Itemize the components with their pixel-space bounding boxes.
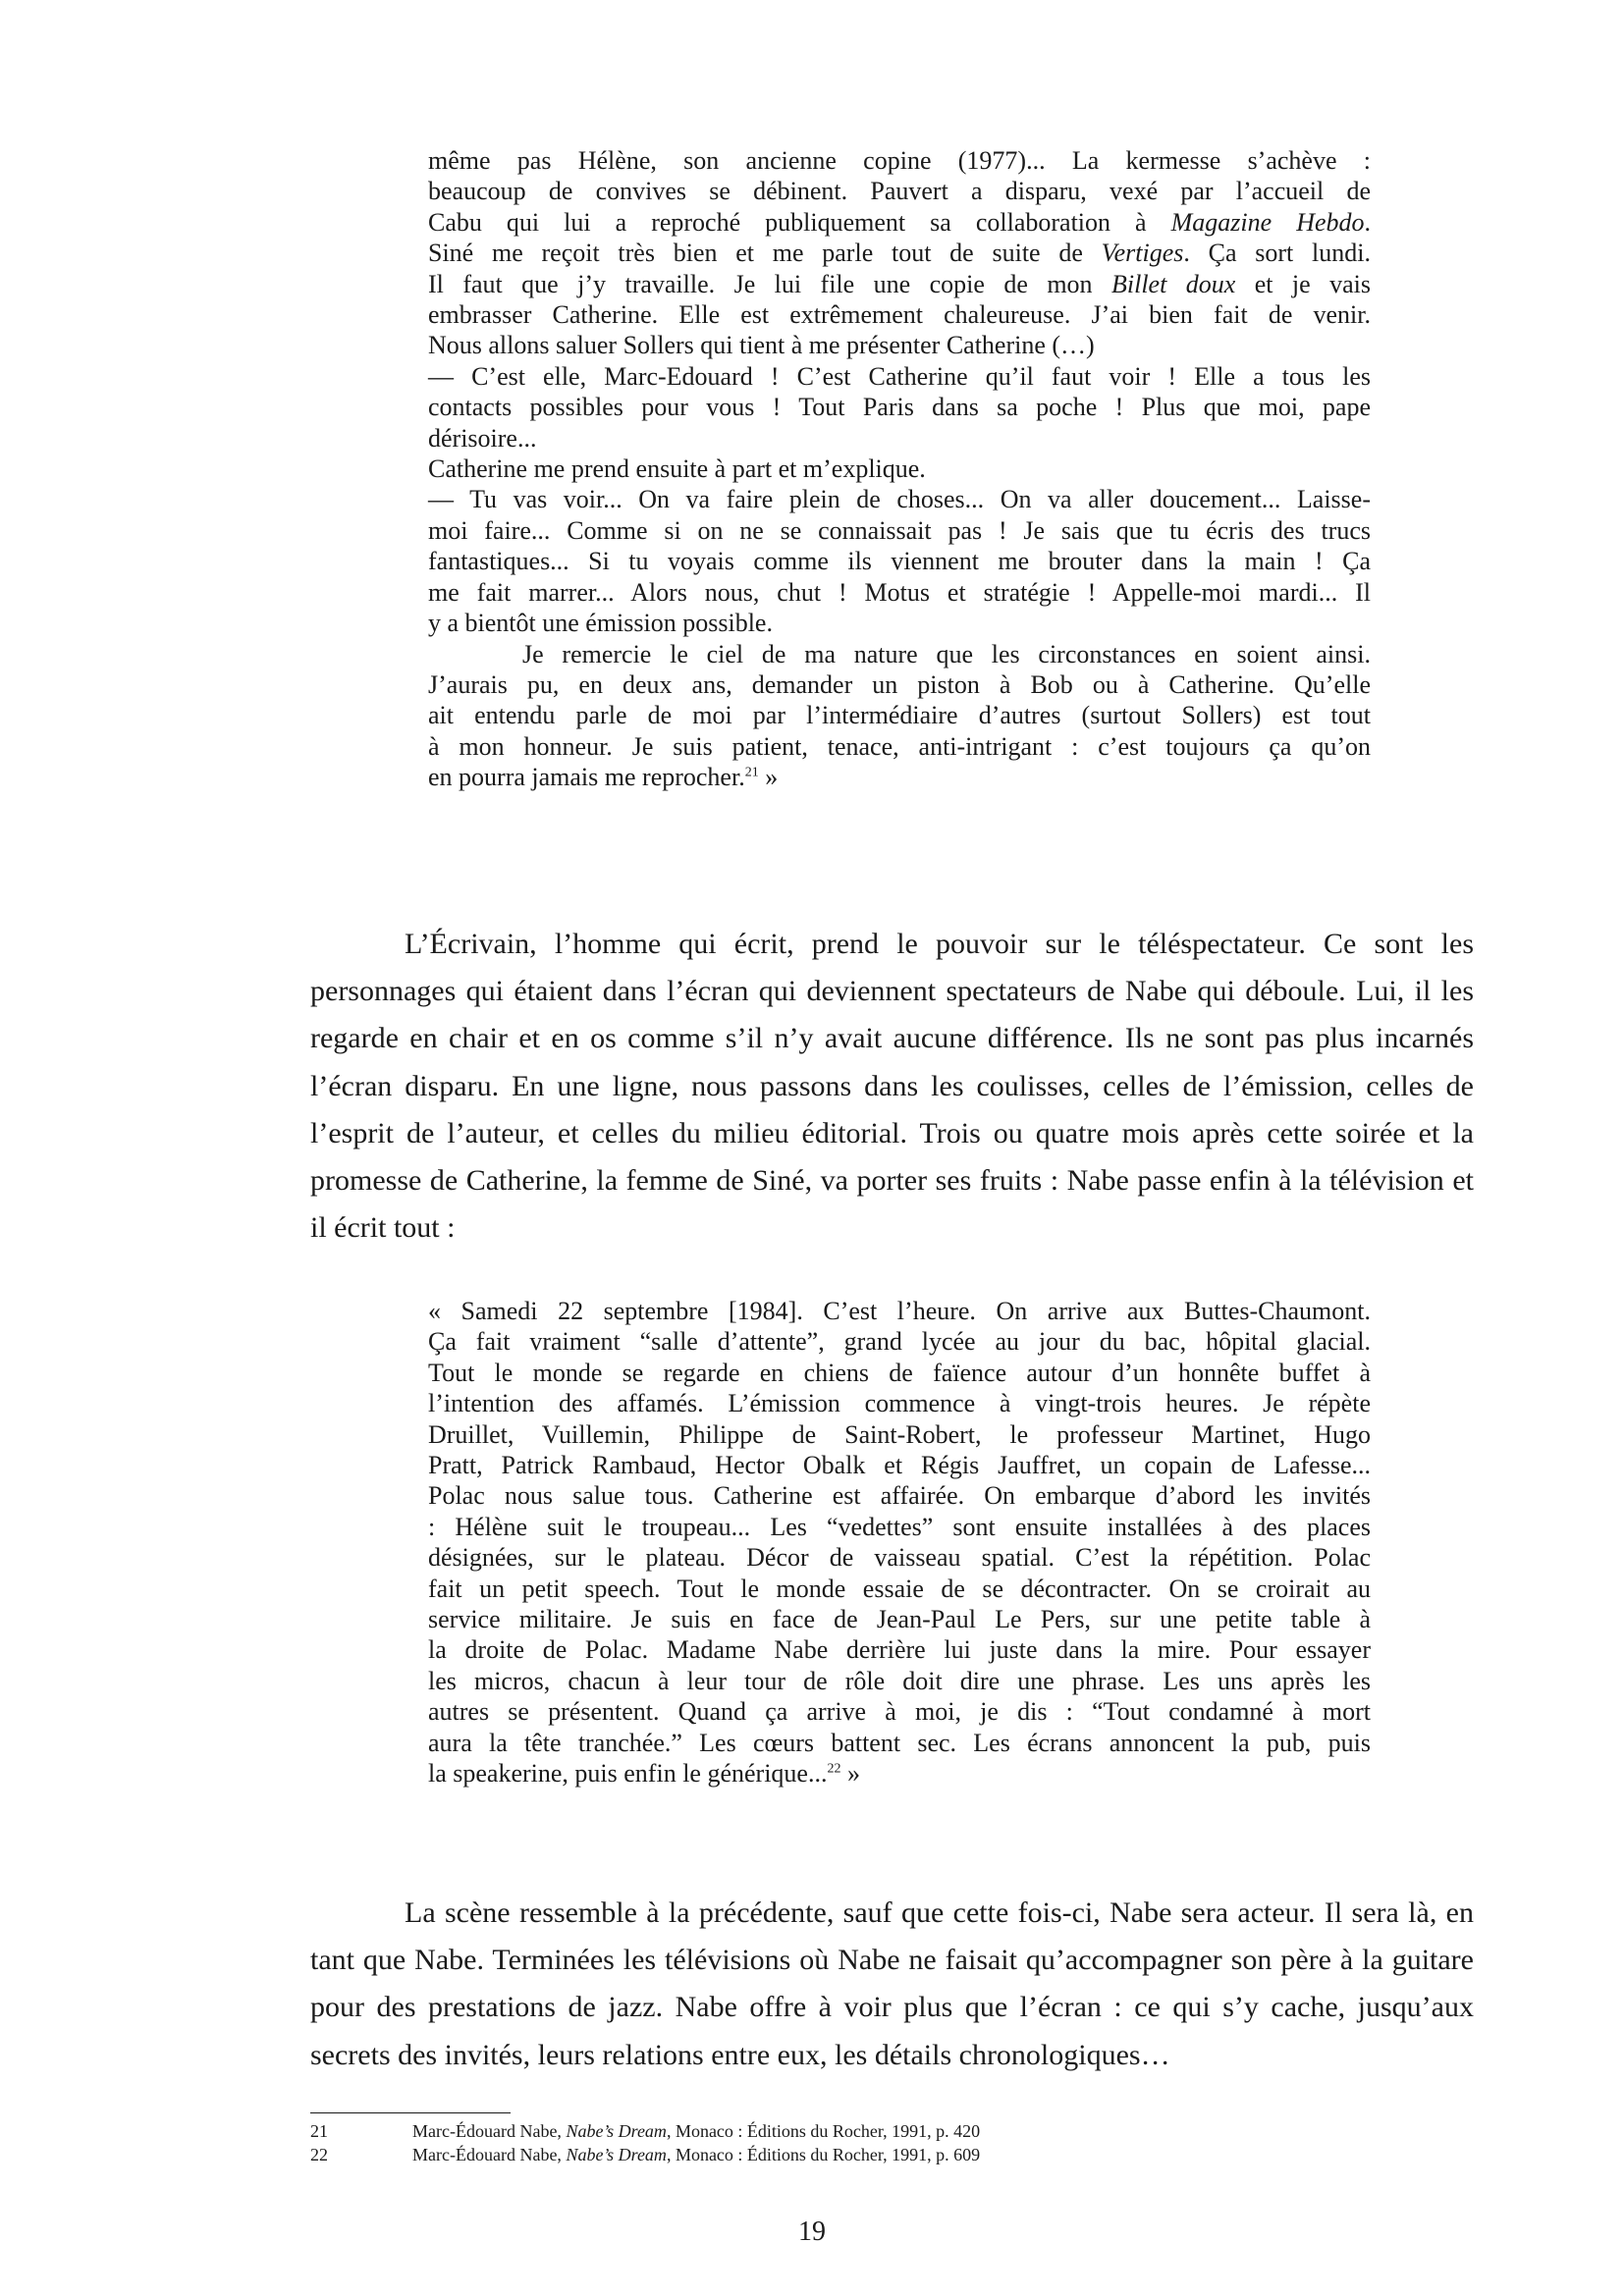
quote-line: Catherine me prend ensuite à part et m’explique. (428, 454, 926, 484)
quote-line: fantastiques... Si tu voyais comme ils viennent me brouter dans la main ! Ça (428, 547, 1371, 576)
quote-line: la droite de Polac. Madame Nabe derrière lui juste dans la mire. Pour essayer (428, 1635, 1371, 1665)
quote-line: Pratt, Patrick Rambaud, Hector Obalk et Régis Jauffret, un copain de Lafesse... (428, 1451, 1371, 1480)
italic-title: Magazine Hebdo (1170, 207, 1365, 237)
quote-line: Druillet, Vuillemin, Philippe de Saint-Robert, le professeur Martinet, Hugo (428, 1419, 1371, 1449)
quote-line: Nous allons saluer Sollers qui tient à me présenter Catherine (…) (428, 331, 1095, 360)
quote-line (428, 762, 1371, 792)
quote-line: autres se présentent. Quand ça arrive à moi, je dis : “Tout condamné à mort (428, 1697, 1371, 1727)
quote-line: les micros, chacun à leur tour de rôle doit dire une phrase. Les uns après les (428, 1666, 1371, 1695)
quote-text: Siné me reçoit très bien et me parle tout de suite de (428, 239, 1102, 268)
quote-line: Ça fait vraiment “salle d’attente”, grand lycée au jour du bac, hôpital glacial. (428, 1327, 1371, 1357)
quote-line (428, 269, 1371, 299)
quote-line: ait entendu parle de moi par l’intermédiaire d’autres (surtout Sollers) est tout (428, 701, 1371, 730)
body-paragraph-2: La scène ressemble à la précédente, sauf que cette fois-ci, Nabe sera acteur. Il sera là, en tant que Nabe. Terminées les télévisions où Nabe ne faisait qu’accompagner son père à la guitare pour des prestations de jazz. Nabe offre à voir plus que l’écran : ce qui s’y cache, jusqu’aux secrets des invités, leurs relations entre eux, les détails chronologiques… (310, 1896, 1474, 2071)
quote-line: l’intention des affamés. L’émission commence à vingt-trois heures. Je répète (428, 1389, 1371, 1418)
quote-line: : Hélène suit le troupeau... Les “vedettes” sont ensuite installées à des places (428, 1512, 1371, 1541)
footnote-text: , Monaco : Éditions du Rocher, 1991, p. 609 (666, 2145, 981, 2164)
quote-line: Je remercie le ciel de ma nature que les circonstances en soient ainsi. (522, 639, 1371, 668)
quote-line: moi faire... Comme si on ne se connaissait pas ! Je sais que tu écris des trucs (428, 515, 1371, 545)
quote-line (428, 1758, 1371, 1789)
quote-text: . (1364, 207, 1372, 237)
footnote-21 (310, 2120, 980, 2142)
footnote-ref-22: 22 (827, 1761, 841, 1777)
footnote-text: Marc-Édouard Nabe, (412, 2145, 567, 2164)
footnote-22 (310, 2144, 980, 2165)
quote-line: Tout le monde se regarde en chiens de faïence autour d’un honnête buffet à (428, 1358, 1371, 1387)
italic-title: Billet doux (1110, 269, 1236, 298)
quote-line: service militaire. Je suis en face de Jean-Paul Le Pers, sur une petite table à (428, 1605, 1371, 1634)
quote-text: et je vais (1235, 269, 1371, 298)
quote-line: Polac nous salue tous. Catherine est affairée. On embarque d’abord les invités (428, 1481, 1371, 1511)
quote-line: beaucoup de convives se débinent. Pauvert a disparu, vexé par l’accueil de (428, 177, 1371, 206)
block-quote-2 (428, 1296, 1371, 1789)
quote-line: me fait marrer... Alors nous, chut ! Motus et stratégie ! Appelle-moi mardi... Il (428, 577, 1371, 607)
quote-line (428, 207, 1371, 238)
quote-line: embrasser Catherine. Elle est extrêmement chaleureuse. J’ai bien fait de venir. (428, 300, 1371, 330)
footnote-number: 22 (310, 2145, 328, 2164)
quote-text: la speakerine, puis enfin le générique... (428, 1759, 828, 1789)
footnote-title: Nabe’s Dream (566, 2121, 667, 2141)
quote-line: — C’est elle, Marc-Edouard ! C’est Catherine qu’il faut voir ! Elle a tous les (428, 361, 1371, 391)
footnote-number: 21 (310, 2121, 328, 2141)
footnote-text: , Monaco : Éditions du Rocher, 1991, p. 420 (666, 2121, 981, 2141)
footnote-text: Marc-Édouard Nabe, (412, 2121, 567, 2141)
block-quote-1 (428, 145, 1371, 793)
footnote-ref-21: 21 (744, 765, 759, 780)
quote-line: désignées, sur le plateau. Décor de vaisseau spatial. C’est la répétition. Polac (428, 1543, 1371, 1573)
quote-text: . Ça sort lundi. (1183, 239, 1371, 268)
quote-line: à mon honneur. Je suis patient, tenace, anti-intrigant : c’est toujours ça qu’on (428, 731, 1371, 761)
italic-title: Vertiges (1101, 239, 1184, 268)
quote-text: » (840, 1759, 860, 1789)
quote-text: Il faut que j’y travaille. Je lui file une copie de mon (428, 269, 1111, 298)
quote-line: « Samedi 22 septembre [1984]. C’est l’heure. On arrive aux Buttes-Chaumont. (428, 1297, 1371, 1325)
quote-line: contacts possibles pour vous ! Tout Paris dans sa poche ! Plus que moi, pape (428, 393, 1371, 422)
quote-line: dérisoire... (428, 423, 537, 453)
quote-line: aura la tête tranchée.” Les cœurs battent sec. Les écrans annoncent la pub, puis (428, 1728, 1371, 1757)
footnote-separator (310, 2112, 511, 2113)
quote-line: — Tu vas voir... On va faire plein de choses... On va aller doucement... Laisse- (428, 485, 1371, 514)
quote-text: Cabu qui lui a reproché publiquement sa collaboration à (428, 207, 1171, 237)
quote-text: en pourra jamais me reprocher. (428, 763, 745, 792)
quote-line: y a bientôt une émission possible. (428, 609, 773, 638)
page-number: 19 (798, 2216, 826, 2247)
body-paragraph-1: L’Écrivain, l’homme qui écrit, prend le pouvoir sur le téléspectateur. Ce sont les personnages qui étaient dans l’écran qui deviennent spectateurs de Nabe qui déboule. Lui, il les regarde en chair et en os comme s’il n’y avait aucune différence. Ils ne sont pas plus incarnés l’écran disparu. En une ligne, nous passons dans les coulisses, celles de l’émission, celles de l’esprit de l’auteur, et celles du milieu éditorial. Trois ou quatre mois après cette soirée et la promesse de Catherine, la femme de Siné, va porter ses fruits : Nabe passe enfin à la télévision et il écrit tout : (310, 928, 1474, 1245)
footnote-title: Nabe’s Dream (566, 2145, 667, 2164)
quote-line (428, 238, 1371, 268)
quote-text: » (758, 763, 779, 792)
quote-line: J’aurais pu, en deux ans, demander un piston à Bob ou à Catherine. Qu’elle (428, 669, 1371, 699)
quote-line: même pas Hélène, son ancienne copine (1977)... La kermesse s’achève : (428, 146, 1371, 175)
quote-line: fait un petit speech. Tout le monde essaie de se décontracter. On se croirait au (428, 1574, 1371, 1603)
